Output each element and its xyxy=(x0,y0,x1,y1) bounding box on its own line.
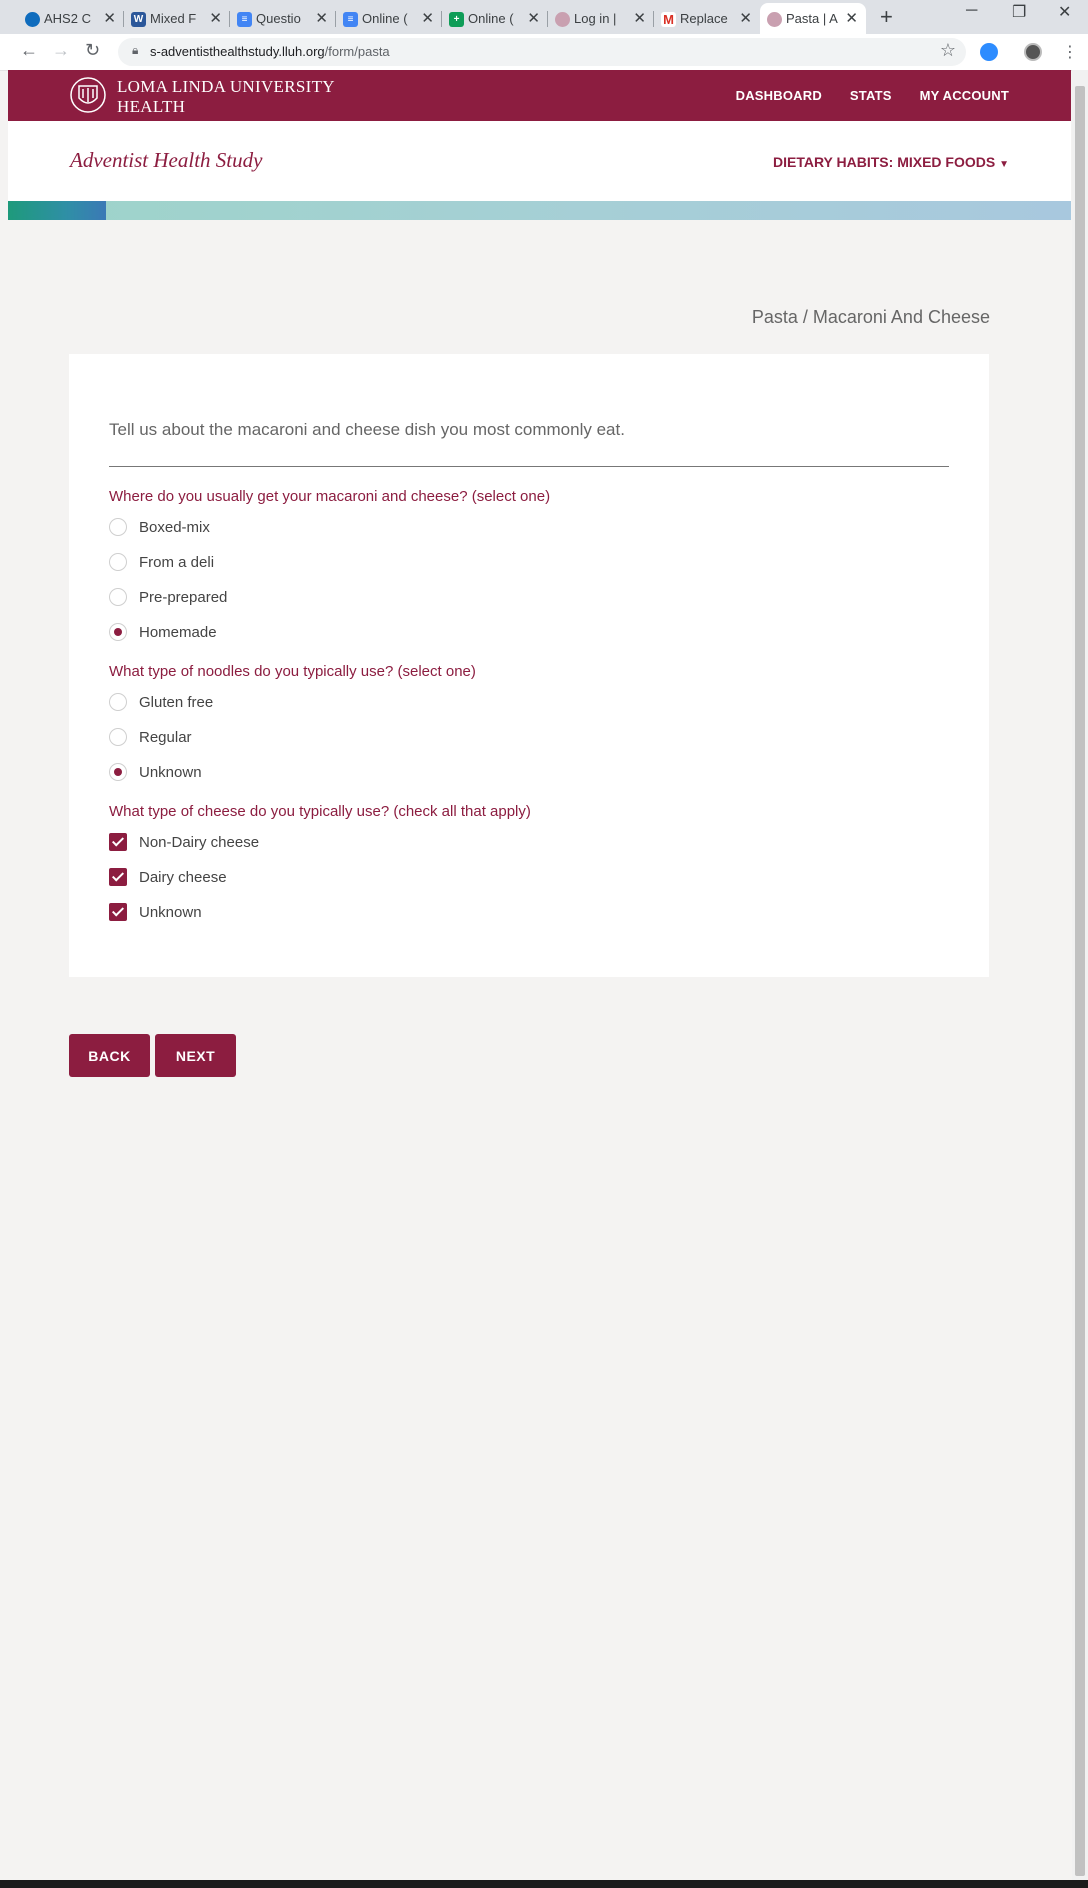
browser-menu-icon[interactable]: ⋮ xyxy=(1062,44,1078,61)
tab-title: Log in | xyxy=(574,11,617,26)
option-label: Dairy cheese xyxy=(139,868,227,886)
tab-title: Replace xyxy=(680,11,728,26)
gmail-icon: M xyxy=(661,12,676,27)
restore-icon[interactable]: ❐ xyxy=(1012,4,1027,21)
brand-line-2: HEALTH xyxy=(117,97,186,116)
checkbox-option[interactable] xyxy=(109,831,259,853)
browser-tab[interactable] xyxy=(654,3,760,34)
option-label: Boxed-mix xyxy=(139,518,210,536)
browser-tab[interactable] xyxy=(548,3,654,34)
back-button[interactable]: BACK xyxy=(69,1034,150,1077)
zoom-extension-icon[interactable] xyxy=(980,43,998,61)
brand-name[interactable] xyxy=(117,77,335,117)
close-icon[interactable]: ✕ xyxy=(527,10,540,27)
study-title[interactable]: Adventist Health Study xyxy=(70,148,263,172)
option-label: Regular xyxy=(139,728,192,746)
sub-header xyxy=(8,121,1071,201)
radio-option[interactable] xyxy=(109,761,202,783)
llu-shield-logo-icon[interactable] xyxy=(68,76,108,114)
radio-button[interactable] xyxy=(109,588,127,606)
progress-bar xyxy=(8,201,1071,220)
question-source: Where do you usually get your macaroni and cheese? (select one) xyxy=(109,488,551,505)
scrollbar-thumb[interactable] xyxy=(1075,86,1085,1876)
radio-option[interactable] xyxy=(109,621,217,643)
section-dropdown-label: DIETARY HABITS: MIXED FOODS xyxy=(773,154,996,170)
tab-title: AHS2 C xyxy=(44,11,91,26)
question-noodles: What type of noodles do you typically use? (select one) xyxy=(109,663,476,680)
nav-dashboard[interactable]: DASHBOARD xyxy=(735,88,822,103)
top-nav xyxy=(736,88,1009,103)
radio-button[interactable] xyxy=(109,518,127,536)
breadcrumb: Pasta / Macaroni And Cheese xyxy=(751,307,990,327)
minimize-icon[interactable]: ─ xyxy=(966,2,978,19)
caret-down-icon: ▼ xyxy=(999,159,1009,170)
browser-tab-active[interactable] xyxy=(760,3,866,34)
radio-option[interactable] xyxy=(109,691,213,713)
nav-my-account[interactable]: MY ACCOUNT xyxy=(919,88,1009,103)
question-cheese: What type of cheese do you typically use? (check all that apply) xyxy=(109,803,531,820)
option-label: Unknown xyxy=(139,903,202,921)
radio-option[interactable] xyxy=(109,726,192,748)
radio-option[interactable] xyxy=(109,516,210,538)
close-icon[interactable]: ✕ xyxy=(845,10,858,27)
section-dropdown[interactable] xyxy=(773,154,1009,170)
option-label: Pre-prepared xyxy=(139,588,228,606)
llu-icon xyxy=(767,12,782,27)
lock-icon: 🔒︎ xyxy=(132,43,139,57)
tab-title: Online ( xyxy=(362,11,408,26)
checkbox-checked[interactable] xyxy=(109,868,127,886)
close-icon[interactable]: ✕ xyxy=(315,10,328,27)
option-label: Non-Dairy cheese xyxy=(139,833,260,851)
address-bar xyxy=(0,34,1088,71)
llu-icon xyxy=(555,12,570,27)
checkbox-option[interactable] xyxy=(109,866,227,888)
form-intro: Tell us about the macaroni and cheese dish you most commonly eat. xyxy=(109,420,625,439)
checkbox-option[interactable] xyxy=(109,901,202,923)
radio-button[interactable] xyxy=(109,728,127,746)
next-button[interactable]: NEXT xyxy=(155,1034,236,1077)
forward-arrow-icon[interactable]: → xyxy=(52,40,70,60)
radio-option[interactable] xyxy=(109,551,214,573)
option-label: Unknown xyxy=(139,763,202,781)
radio-button-selected[interactable] xyxy=(109,623,127,641)
google-docs-icon: ≡ xyxy=(343,12,358,27)
radio-button-selected[interactable] xyxy=(109,763,127,781)
reload-icon[interactable]: ↻ xyxy=(85,40,101,60)
browser-tab[interactable] xyxy=(124,3,230,34)
close-icon[interactable]: ✕ xyxy=(633,10,646,27)
browser-tab[interactable] xyxy=(442,3,548,34)
radio-option[interactable] xyxy=(109,586,227,608)
url-text: s-adventisthealthstudy.lluh.org/form/pasta xyxy=(150,44,390,59)
back-arrow-icon[interactable]: ← xyxy=(20,40,38,60)
tab-title: Questio xyxy=(256,11,301,26)
option-label: Homemade xyxy=(139,623,217,641)
browser-tab[interactable] xyxy=(230,3,336,34)
radio-button[interactable] xyxy=(109,553,127,571)
tab-title: Online ( xyxy=(468,11,514,26)
tab-title: Mixed F xyxy=(150,11,197,26)
radio-button[interactable] xyxy=(109,693,127,711)
checkbox-checked[interactable] xyxy=(109,903,127,921)
word-icon: W xyxy=(131,12,146,27)
browser-tab[interactable] xyxy=(336,3,442,34)
new-tab-icon[interactable]: + xyxy=(880,4,893,29)
os-taskbar xyxy=(0,1880,1088,1888)
close-icon[interactable]: ✕ xyxy=(209,10,222,27)
site-header xyxy=(8,70,1071,121)
divider xyxy=(109,466,949,467)
brand-line-1: LOMA LINDA UNIVERSITY xyxy=(117,77,335,96)
question-card xyxy=(69,354,989,977)
option-label: From a deli xyxy=(139,553,215,571)
url-input[interactable] xyxy=(118,38,966,66)
close-window-icon[interactable]: ✕ xyxy=(1058,4,1072,21)
onedrive-icon xyxy=(25,12,40,27)
browser-tabstrip xyxy=(0,0,1088,34)
close-icon[interactable]: ✕ xyxy=(739,10,752,27)
google-sheets-icon: + xyxy=(449,12,464,27)
tab-title: Pasta | A xyxy=(786,11,838,26)
bookmark-star-icon[interactable]: ☆ xyxy=(939,40,956,60)
close-icon[interactable]: ✕ xyxy=(421,10,434,27)
google-docs-icon: ≡ xyxy=(237,12,252,27)
progress-fill xyxy=(8,201,106,220)
checkbox-checked[interactable] xyxy=(109,833,127,851)
option-label: Gluten free xyxy=(139,693,214,711)
profile-avatar-icon[interactable] xyxy=(1024,43,1042,61)
close-icon[interactable]: ✕ xyxy=(103,10,116,27)
browser-tab[interactable] xyxy=(18,3,124,34)
nav-stats[interactable]: STATS xyxy=(849,88,892,103)
